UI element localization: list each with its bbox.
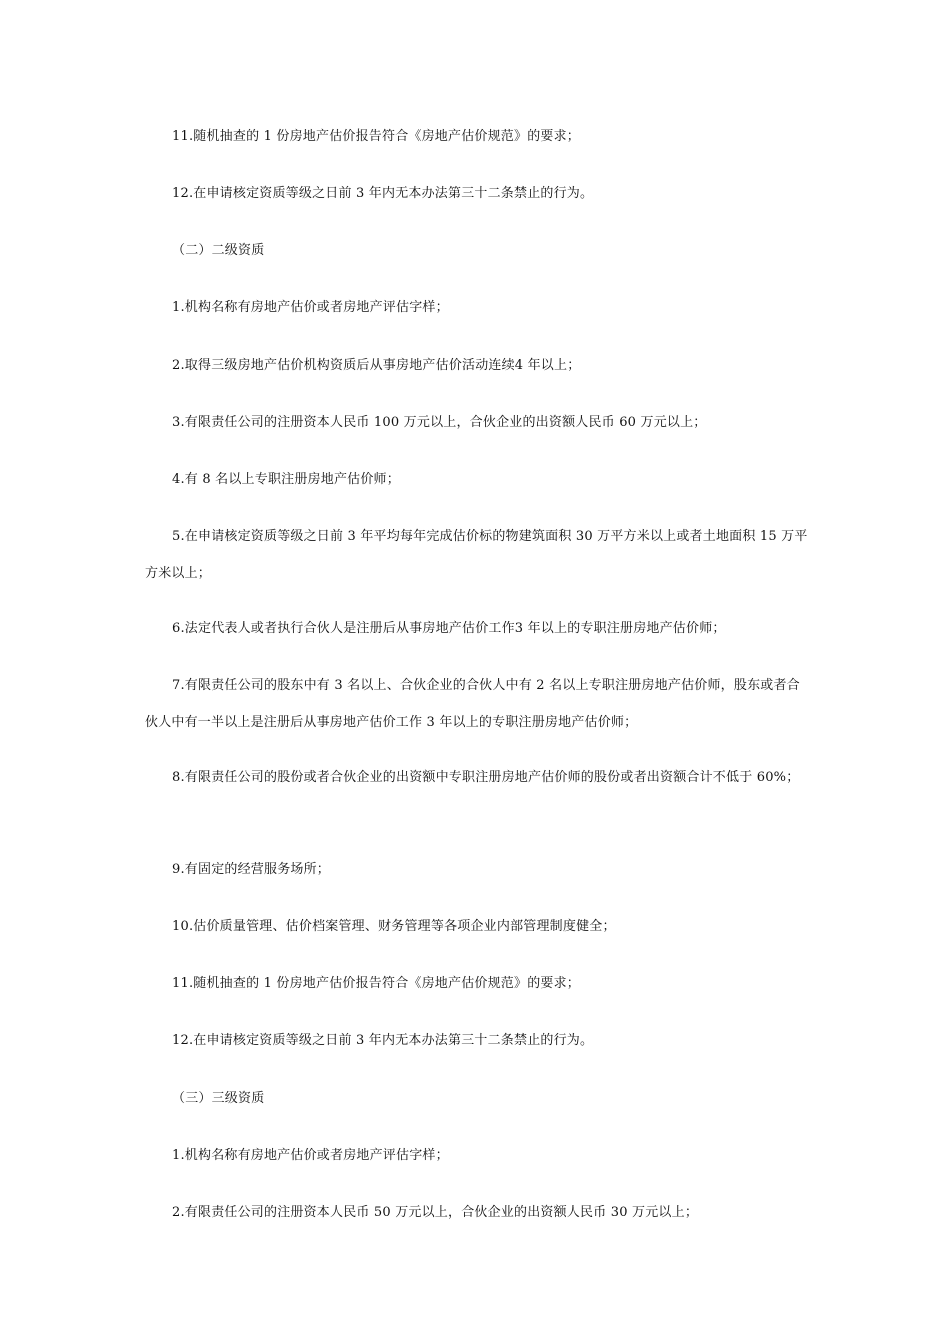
paragraph-4: 2.取得三级房地产估价机构资质后从事房地产估价活动连续4 年以上； [172, 358, 581, 373]
section-heading-level-2: （二）二级资质 [172, 243, 265, 258]
paragraph-15: 1.机构名称有房地产估价或者房地产评估字样； [172, 1148, 449, 1163]
section-heading-level-3: （三）三级资质 [172, 1091, 265, 1106]
paragraph-3: 1.机构名称有房地产估价或者房地产评估字样； [172, 300, 449, 315]
paragraph-13: 11.随机抽查的 1 份房地产估价报告符合《房地产估价规范》的要求； [172, 976, 581, 991]
paragraph-8: 6.法定代表人或者执行合伙人是注册后从事房地产估价工作3 年以上的专职注册房地产估价师； [172, 621, 726, 636]
paragraph-11: 9.有固定的经营服务场所； [172, 862, 331, 877]
paragraph-9: 7.有限责任公司的股东中有 3 名以上、合伙企业的合伙人中有 2 名以上专职注册房地产估价师，股东或者合伙人中有一半以上是注册后从事房地产估价工作 3 年以上的专职注册房地产估价师； [145, 678, 800, 730]
paragraph-14: 12.在申请核定资质等级之日前 3 年内无本办法第三十二条禁止的行为。 [172, 1033, 594, 1048]
paragraph-1: 11.随机抽查的 1 份房地产估价报告符合《房地产估价规范》的要求； [172, 129, 581, 144]
paragraph-5: 3.有限责任公司的注册资本人民币 100 万元以上，合伙企业的出资额人民币 60 万元以上； [172, 415, 707, 430]
paragraph-6: 4.有 8 名以上专职注册房地产估价师； [172, 472, 400, 487]
paragraph-10: 8.有限责任公司的股份或者合伙企业的出资额中专职注册房地产估价师的股份或者出资额合计不低于 60%； [172, 770, 800, 785]
paragraph-16: 2.有限责任公司的注册资本人民币 50 万元以上，合伙企业的出资额人民币 30 万元以上； [172, 1205, 699, 1220]
paragraph-12: 10.估价质量管理、估价档案管理、财务管理等各项企业内部管理制度健全； [172, 919, 616, 934]
paragraph-7: 5.在申请核定资质等级之日前 3 年平均每年完成估价标的物建筑面积 30 万平方米以上或者土地面积 15 万平方米以上； [145, 529, 808, 581]
paragraph-2: 12.在申请核定资质等级之日前 3 年内无本办法第三十二条禁止的行为。 [172, 186, 594, 201]
